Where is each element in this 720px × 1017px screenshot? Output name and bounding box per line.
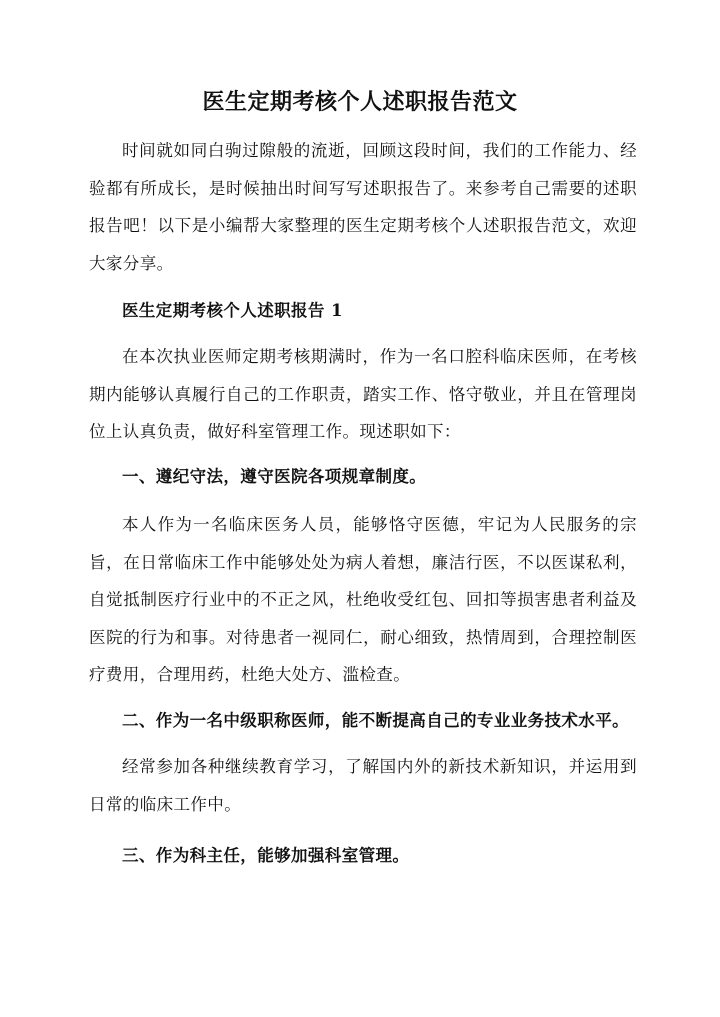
section-2-heading: 二、作为一名中级职称医师，能不断提高自己的专业业务技术水平。 [122,711,629,730]
section-2-paragraph: 经常参加各种继续教育学习，了解国内外的新技术新知识，并运用到日常的临床工作中。 [89,757,637,814]
section-3-heading: 三、作为科主任，能够加强科室管理。 [122,846,410,865]
section-1-paragraph: 本人作为一名临床医务人员，能够恪守医德，牢记为人民服务的宗旨，在日常临床工作中能够处处为病人着想，廉洁行医，不以医谋私利，自觉抵制医疗行业中的不正之风，杜绝收受红包、回扣等损害患者利益及医院的行为和事。对待患者一视同仁，耐心细致，热情周到，合理控制医疗费用，合理用药，杜绝大处方、滥检查。 [89,515,637,684]
section-1-heading: 一、遵纪守法，遵守医院各项规章制度。 [122,467,427,486]
report-heading: 医生定期考核个人述职报告 1 [122,301,343,320]
intro-paragraph: 时间就如同白驹过隙般的流逝，回顾这段时间，我们的工作能力、经验都有所成长，是时候抽出时间写写述职报告了。来参考自己需要的述职报告吧！以下是小编帮大家整理的医生定期考核个人述职报告范文，欢迎大家分享。 [89,141,637,273]
report-intro-paragraph: 在本次执业医师定期考核期满时，作为一名口腔科临床医师，在考核期内能够认真履行自己的工作职责，踏实工作、恪守敬业，并且在管理岗位上认真负责，做好科室管理工作。现述职如下： [89,347,637,441]
document-title: 医生定期考核个人述职报告范文 [202,89,518,115]
